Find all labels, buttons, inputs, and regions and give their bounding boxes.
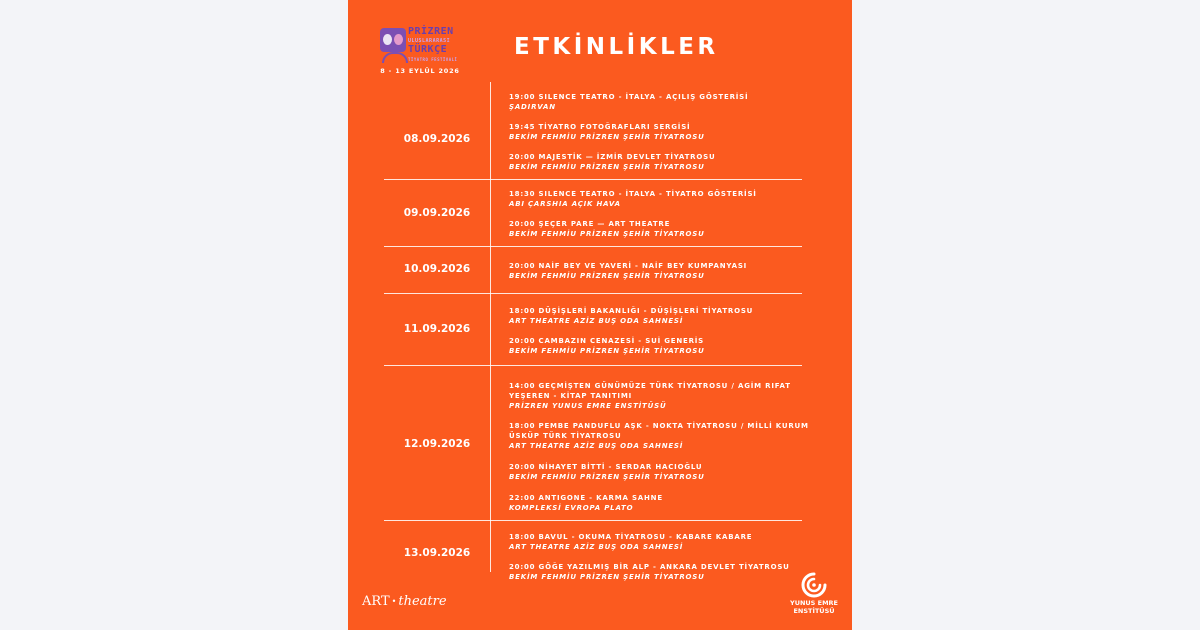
event-item <box>509 336 814 356</box>
row-divider <box>384 365 802 366</box>
day-date: 08.09.2026 <box>403 133 471 145</box>
day-date: 12.09.2026 <box>403 438 471 450</box>
row-divider <box>384 246 802 247</box>
event-venue: ART THEATRE AZİZ BUŞ ODA SAHNESİ <box>509 317 684 325</box>
event-item <box>509 92 814 112</box>
event-venue: ŞADIRVAN <box>509 103 556 111</box>
event-title: 20:00 GÖĞE YAZILMIŞ BİR ALP - ANKARA DEVLET TİYATROSU <box>509 563 790 571</box>
event-title: 14:00 GEÇMİŞTEN GÜNÜMÜZE TÜRK TİYATROSU / AGİM RIFAT YEŞEREN - KİTAP TANITIMI <box>509 382 791 400</box>
event-venue: BEKİM FEHMİU PRİZREN ŞEHİR TİYATROSU <box>509 272 705 280</box>
event-venue: ABI ÇARSHIA AÇIK HAVA <box>509 200 621 208</box>
event-title: 18:00 DÜŞİŞLERİ BAKANLIĞI - DÜŞİŞLERİ TİYATROSU <box>509 307 754 315</box>
day-date: 10.09.2026 <box>403 263 471 275</box>
event-item <box>509 462 814 482</box>
event-item <box>509 421 814 451</box>
event-title: 20:00 ŞEÇER PARE — ART THEATRE <box>509 220 671 228</box>
day-date: 09.09.2026 <box>403 207 471 219</box>
art-logo-word: ART <box>362 594 390 609</box>
event-title: 20:00 NİHAYET BİTTİ - SERDAR HACIOĞLU <box>509 463 703 471</box>
event-item <box>509 532 814 552</box>
event-item <box>509 381 814 411</box>
event-title: 19:00 SILENCE TEATRO - İTALYA - AÇILIŞ GÖSTERİSİ <box>509 93 749 101</box>
row-divider <box>384 520 802 521</box>
vertical-divider <box>490 82 491 572</box>
event-venue: BEKİM FEHMİU PRİZREN ŞEHİR TİYATROSU <box>509 473 705 481</box>
ye-line-2: ENSTİTÜSÜ <box>793 607 835 615</box>
art-theatre-logo <box>362 594 447 609</box>
event-title: 18:00 BAVUL - OKUMA TİYATROSU - KABARE KABARE <box>509 533 753 541</box>
program-poster <box>348 0 852 630</box>
event-item <box>509 562 814 582</box>
logo-line-4: TİYATRO FESTİVALİ <box>408 57 458 62</box>
event-title: 19:45 TİYATRO FOTOĞRAFLARI SERGİSİ <box>509 123 691 131</box>
event-item <box>509 152 814 172</box>
event-item <box>509 122 814 142</box>
logo-line-1: PRİZREN <box>408 26 454 37</box>
ye-line-1: YUNUS EMRE <box>789 599 838 607</box>
page-title: ETKİNLİKLER <box>514 34 719 60</box>
theatre-masks-icon <box>380 28 406 52</box>
event-venue: BEKİM FEHMİU PRİZREN ŞEHİR TİYATROSU <box>509 163 705 171</box>
logo-line-3: TÜRKÇE <box>408 44 448 55</box>
yunus-emre-icon <box>801 572 827 598</box>
event-item <box>509 219 814 239</box>
event-title: 18:30 SILENCE TEATRO - İTALYA - TİYATRO GÖSTERİSİ <box>509 190 757 198</box>
event-venue: BEKİM FEHMİU PRİZREN ŞEHİR TİYATROSU <box>509 573 705 581</box>
event-venue: BEKİM FEHMİU PRİZREN ŞEHİR TİYATROSU <box>509 347 705 355</box>
event-item <box>509 306 814 326</box>
art-logo-dot: • <box>391 597 397 606</box>
event-venue: BEKİM FEHMİU PRİZREN ŞEHİR TİYATROSU <box>509 230 705 238</box>
bridge-icon <box>382 52 408 63</box>
art-logo-word-italic: theatre <box>398 594 447 609</box>
event-venue: BEKİM FEHMİU PRİZREN ŞEHİR TİYATROSU <box>509 133 705 141</box>
festival-logo <box>380 24 460 78</box>
day-date: 13.09.2026 <box>403 547 471 559</box>
event-title: 22:00 ANTIGONE - KARMA SAHNE <box>509 494 663 502</box>
festival-dates: 8 - 13 EYLÜL 2026 <box>380 67 460 75</box>
row-divider <box>384 179 802 180</box>
event-venue: PRİZREN YUNUS EMRE ENSTİTÜSÜ <box>509 402 667 410</box>
event-venue: ART THEATRE AZİZ BUŞ ODA SAHNESİ <box>509 442 684 450</box>
event-title: 18:00 PEMBE PANDUFLU AŞK - NOKTA TİYATROSU / MİLLİ KURUM ÜSKÜP TÜRK TİYATROSU <box>509 422 809 440</box>
event-title: 20:00 MAJESTİK — İZMİR DEVLET TİYATROSU <box>509 153 716 161</box>
event-venue: ART THEATRE AZİZ BUŞ ODA SAHNESİ <box>509 543 684 551</box>
event-item <box>509 189 814 209</box>
event-item <box>509 493 814 513</box>
yunus-emre-logo-text <box>780 599 848 615</box>
event-venue: KOMPLEKSİ EVROPA PLATO <box>509 504 634 512</box>
row-divider <box>384 293 802 294</box>
event-title: 20:00 CAMBAZIN CENAZESİ - SUİ GENERİS <box>509 337 705 345</box>
logo-line-2: ULUSLARARASI <box>408 38 451 44</box>
event-item <box>509 261 814 281</box>
event-title: 20:00 NAİF BEY VE YAVERİ - NAİF BEY KUMPANYASI <box>509 262 748 270</box>
day-date: 11.09.2026 <box>403 323 471 335</box>
